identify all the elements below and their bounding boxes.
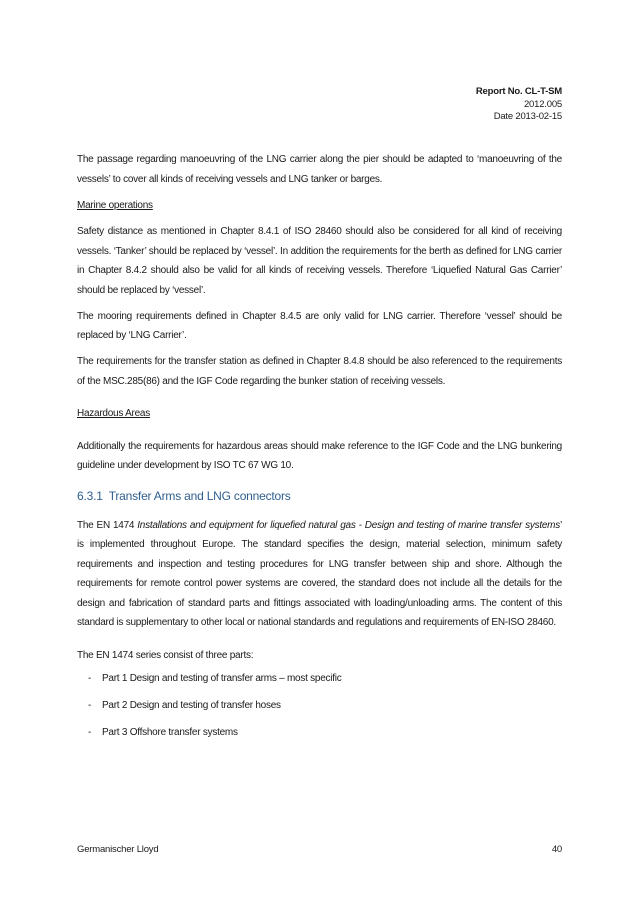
paragraph-safety-distance: Safety distance as mentioned in Chapter 8.4.1 of ISO 28460 should also be considered for all kind of receiving vessels. ‘Tanker’ should be replaced by ‘vessel’. In addition the requirements for the berth as defined for LNG carrier in Chapter 8.4.2 should also be valid for all kinds of receiving vessels. Therefore ‘Liquefied Natural Gas Carrier’ should be replaced by ‘vessel’. — [77, 226, 562, 296]
section-number: 6.3.1 — [77, 488, 103, 503]
list-item-text: Part 1 Design and testing of transfer arms – most specific — [102, 672, 342, 684]
list-item — [88, 672, 562, 686]
report-date: Date 2013-02-15 — [493, 111, 562, 122]
footer-company: Germanischer Lloyd — [77, 844, 159, 855]
document-body — [77, 150, 562, 753]
subheading-marine-operations: Marine operations — [77, 199, 153, 211]
en1474-intro: The EN 1474 — [77, 519, 138, 531]
report-number: Report No. CL-T-SM — [475, 86, 562, 97]
list-item — [88, 726, 562, 740]
list-item — [88, 699, 562, 713]
en1474-text: ’ is implemented throughout Europe. The standard specifies the design, material selection, minimum safety requirements and inspection and testing procedures for LNG transfer between ship and shore. Although the requirements for remote control power systems are covered, the standard does not include all the details for the design and fabrication of standard parts and fittings associated with loading/unloading arms. The content of this standard is supplementary to other local or national standards and regulations and requirements of EN-ISO 28460. — [77, 519, 562, 628]
list-dash: - — [88, 699, 92, 711]
paragraph-series: The EN 1474 series consist of three parts: — [77, 649, 254, 661]
paragraph-mooring: The mooring requirements defined in Chapter 8.4.5 are only valid for LNG carrier. Therefore ‘vessel’ should be replaced by ‘LNG Carrier’. — [77, 310, 562, 341]
paragraph-hazardous-areas: Additionally the requirements for hazardous areas should make reference to the IGF Code and the LNG bunkering guideline under development by ISO TC 67 WG 10. — [77, 440, 562, 471]
parts-list — [77, 672, 562, 740]
section-heading — [77, 489, 562, 504]
page-number: 40 — [551, 844, 562, 855]
report-code: 2012.005 — [523, 98, 562, 110]
list-dash: - — [88, 726, 92, 738]
subheading-hazardous-areas: Hazardous Areas — [77, 408, 150, 419]
paragraph-en1474 — [77, 516, 562, 633]
list-dash: - — [88, 672, 92, 684]
section-title: Transfer Arms and LNG connectors — [108, 488, 291, 503]
page-footer — [77, 844, 562, 855]
paragraph-manoeuvring: The passage regarding manoeuvring of the LNG carrier along the pier should be adapted to ‘manoeuvring of the vessels’ to cover all kinds of receiving vessels and LNG tanker or barges. — [77, 154, 562, 185]
paragraph-transfer-station: The requirements for the transfer station as defined in Chapter 8.4.8 should be also referenced to the requirements of the MSC.285(86) and the IGF Code regarding the bunker station of receiving vessels. — [77, 356, 562, 387]
list-item-text: Part 3 Offshore transfer systems — [102, 726, 238, 738]
list-item-text: Part 2 Design and testing of transfer hoses — [102, 699, 281, 711]
en1474-title: Installations and equipment for liquefied natural gas - Design and testing of marine transfer systems — [137, 519, 560, 531]
report-header — [476, 86, 562, 124]
